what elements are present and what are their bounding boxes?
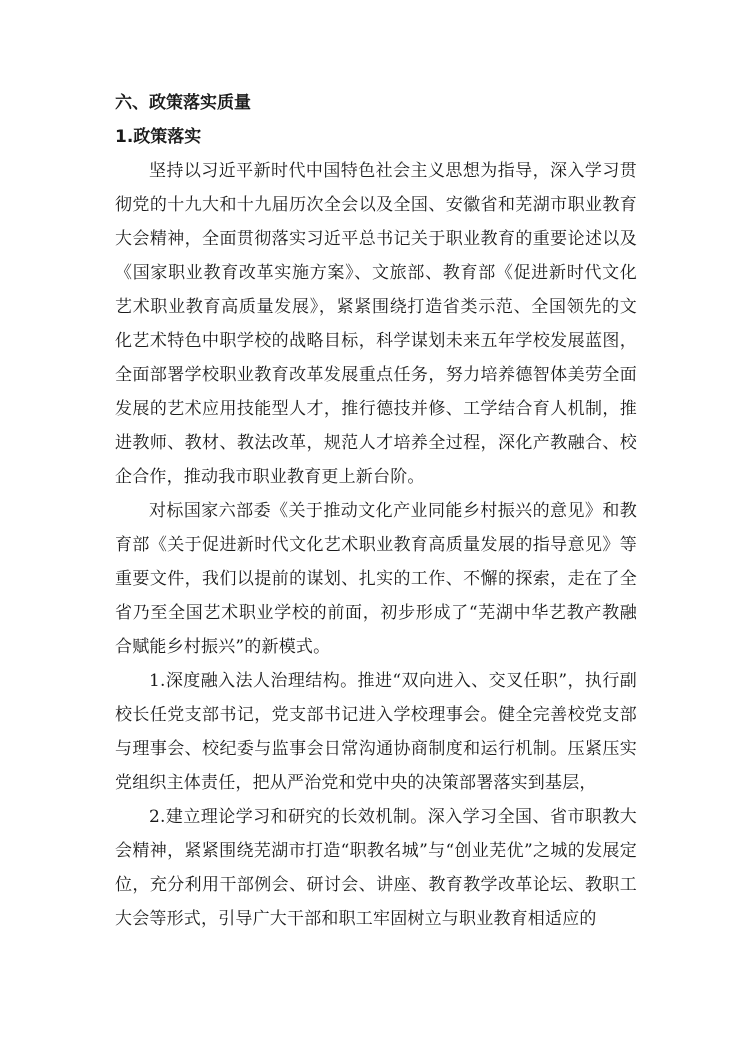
paragraph-governance-structure: 1.深度融入法人治理结构。推进“双向进入、交叉任职”，执行副校长任党支部书记，党支部书记进入学校理事会。健全完善校党支部与理事会、校纪委与监事会日常沟通协商制度和运行机制。压紧压实党组织主体责任，把从严治党和党中央的决策部署落实到基层，	[115, 671, 637, 793]
paragraph-benchmark-documents: 对标国家六部委《关于推动文化产业同能乡村振兴的意见》和教育部《关于促进新时代文化艺术职业教育高质量发展的指导意见》等重要文件，我们以提前的谋划、扎实的工作、不懈的探索，走在了全省乃至全国艺术职业学校的前面，初步形成了“芜湖中华艺教产教融合赋能乡村振兴”的新模式。	[115, 501, 637, 657]
document-body	[115, 86, 637, 936]
subsection-title: 1.政策落实	[115, 127, 202, 147]
paragraph-policy-implementation: 坚持以习近平新时代中国特色社会主义思想为指导，深入学习贯彻党的十九大和十九届历次全会以及全国、安徽省和芜湖市职业教育大会精神，全面贯彻落实习近平总书记关于职业教育的重要论述以及《国家职业教育改革实施方案》、文旅部、教育部《促进新时代文化艺术职业教育高质量发展》，紧紧围绕打造省类示范、全国领先的文化艺术特色中职学校的战略目标，科学谋划未来五年学校发展蓝图，全面部署学校职业教育改革发展重点任务，努力培养德智体美劳全面发展的艺术应用技能型人才，推行德技并修、工学结合育人机制，推进教师、教材、教法改革，规范人才培养全过程，深化产教融合、校企合作，推动我市职业教育更上新台阶。	[115, 161, 637, 487]
paragraph-theory-study-mechanism: 2.建立理论学习和研究的长效机制。深入学习全国、省市职教大会精神，紧紧围绕芜湖市打造“职教名城”与“创业芜优”之城的发展定位，充分利用干部例会、研讨会、讲座、教育教学改革论坛、教职工大会等形式，引导广大干部和职工牢固树立与职业教育相适应的	[115, 807, 637, 929]
section-title: 六、政策落实质量	[115, 93, 251, 113]
